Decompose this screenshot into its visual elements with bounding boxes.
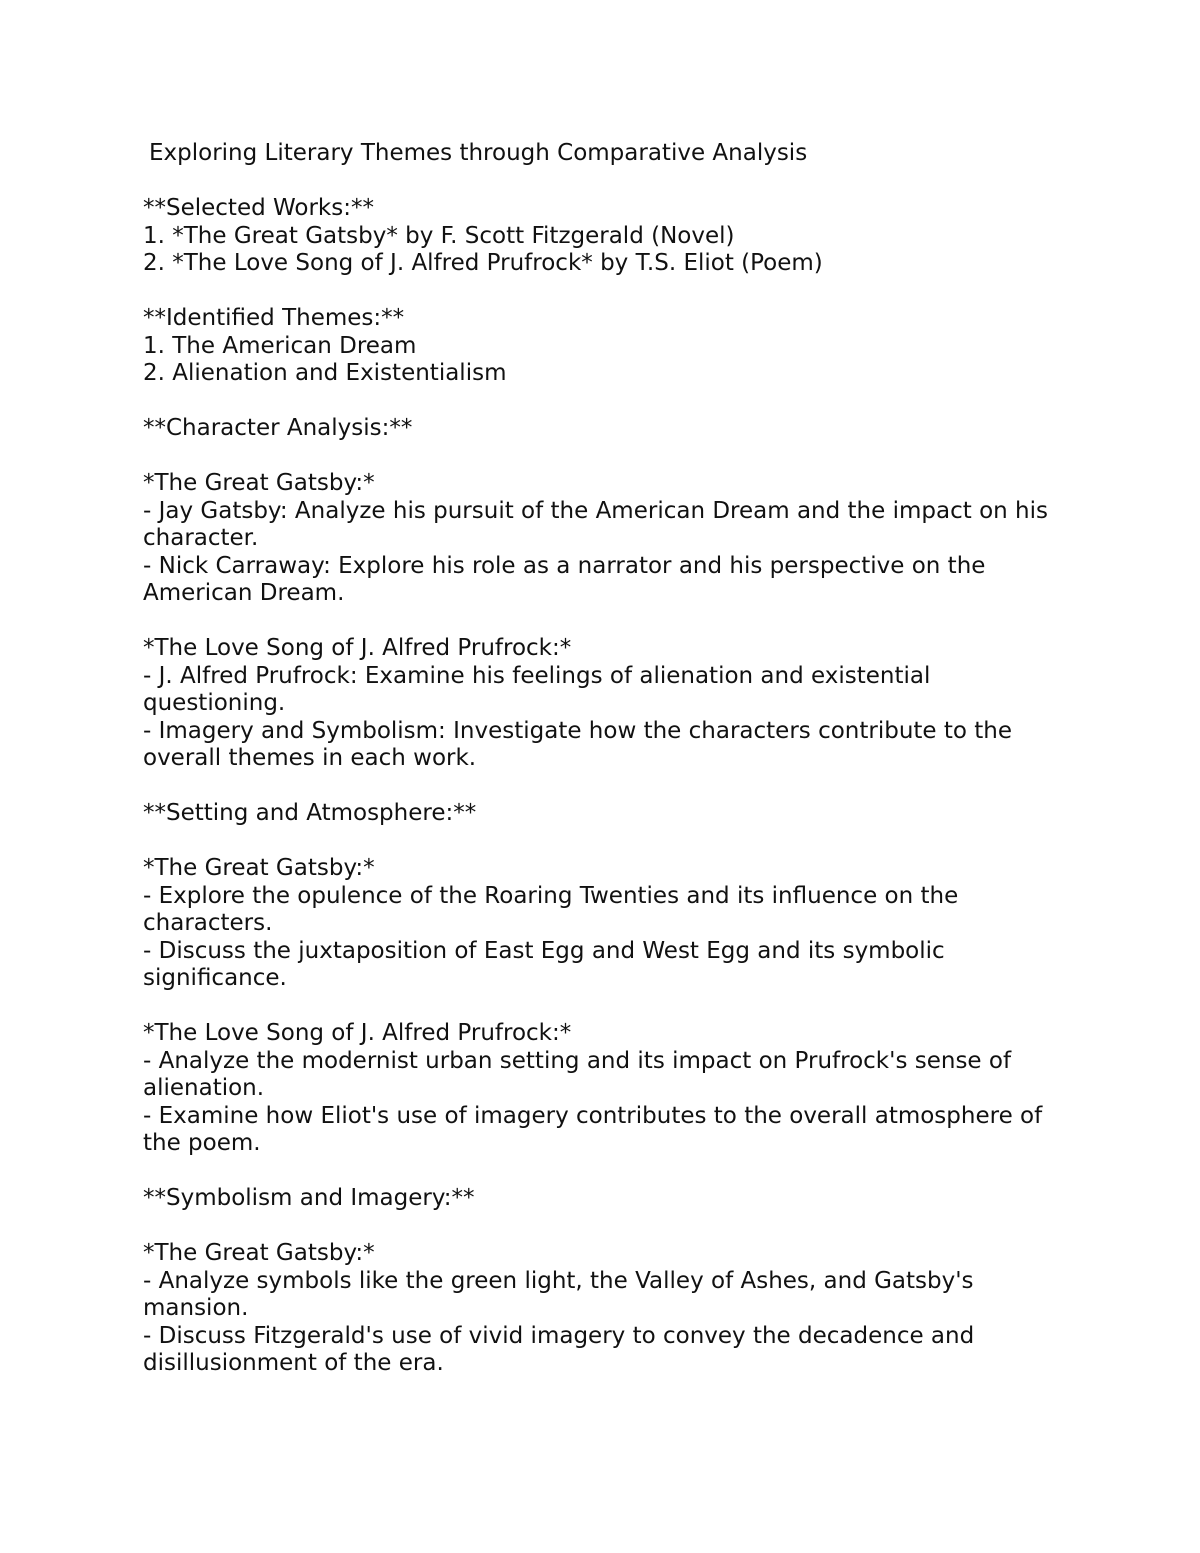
bullet-item: - Jay Gatsby: Analyze his pursuit of the American Dream and the impact on his character. xyxy=(143,497,1056,551)
theme-item: 1. The American Dream xyxy=(143,332,417,359)
spacer xyxy=(143,1213,1063,1241)
document-title: Exploring Literary Themes through Comparative Analysis xyxy=(149,140,808,166)
gatsby-subheading: *The Great Gatsby:* xyxy=(143,855,375,881)
theme-item: 2. Alienation and Existentialism xyxy=(143,360,507,386)
bullet-item: - Discuss Fitzgerald's use of vivid imagery to convey the decadence and disillusionment of the era. xyxy=(143,1322,982,1376)
selected-work-item: 2. *The Love Song of J. Alfred Prufrock* by T.S. Eliot (Poem) xyxy=(143,250,823,276)
spacer xyxy=(143,608,1063,636)
spacer xyxy=(143,168,1063,196)
bullet-item: - Imagery and Symbolism: Investigate how the characters contribute to the overall themes in each work. xyxy=(143,717,1020,771)
selected-works-heading: **Selected Works:** xyxy=(143,195,374,221)
document-page xyxy=(143,140,1063,1378)
bullet-item: - Discuss the juxtaposition of East Egg and West Egg and its symbolic significance. xyxy=(143,937,952,991)
character-analysis-heading: **Character Analysis:** xyxy=(143,415,413,441)
bullet-item: - Analyze symbols like the green light, the Valley of Ashes, and Gatsby's mansion. xyxy=(143,1267,981,1321)
gatsby-subheading: *The Great Gatsby:* xyxy=(143,1240,375,1266)
bullet-item: - Examine how Eliot's use of imagery contributes to the overall atmosphere of the poem. xyxy=(143,1102,1050,1156)
symbolism-imagery-heading: **Symbolism and Imagery:** xyxy=(143,1185,475,1211)
bullet-item: - Nick Carraway: Explore his role as a narrator and his perspective on the American Dream. xyxy=(143,552,993,606)
spacer xyxy=(143,278,1063,306)
identified-themes-heading: **Identified Themes:** xyxy=(143,305,405,331)
prufrock-subheading: *The Love Song of J. Alfred Prufrock:* xyxy=(143,635,572,661)
selected-work-item: 1. *The Great Gatsby* by F. Scott Fitzgerald (Novel) xyxy=(143,222,735,249)
bullet-item: - Analyze the modernist urban setting and its impact on Prufrock's sense of alienation. xyxy=(143,1047,1019,1101)
bullet-item: - Explore the opulence of the Roaring Twenties and its influence on the characters. xyxy=(143,882,966,936)
spacer xyxy=(143,828,1063,856)
bullet-item: - J. Alfred Prufrock: Examine his feelings of alienation and existential questioning. xyxy=(143,662,938,716)
spacer xyxy=(143,1158,1063,1186)
gatsby-subheading: *The Great Gatsby:* xyxy=(143,470,375,496)
spacer xyxy=(143,773,1063,801)
setting-atmosphere-heading: **Setting and Atmosphere:** xyxy=(143,800,477,826)
spacer xyxy=(143,993,1063,1021)
spacer xyxy=(143,388,1063,416)
spacer xyxy=(143,443,1063,471)
prufrock-subheading: *The Love Song of J. Alfred Prufrock:* xyxy=(143,1020,572,1046)
